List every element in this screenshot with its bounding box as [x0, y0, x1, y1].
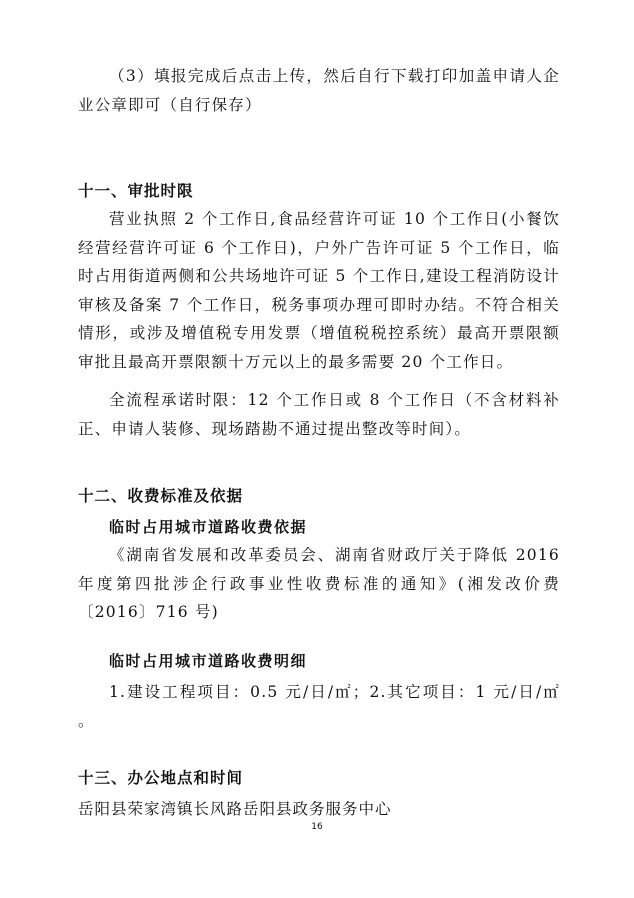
step-3-text: （3）填报完成后点击上传，然后自行下载打印加盖申请人企业公章即可（自行保存）: [78, 67, 560, 114]
fee-basis-text: 《湖南省发展和改革委员会、湖南省财政厅关于降低 2016 年度第四批涉企行政事业性收费标准的通知》(湘发改价费〔2016〕716 号): [78, 546, 560, 622]
fee-detail-heading: 临时占用城市道路收费明细: [109, 652, 308, 670]
section-13-heading: 十三、办公地点和时间: [78, 769, 244, 787]
section-11-paragraph-2: 全流程承诺时限：12 个工作日或 8 个工作日（不含材料补正、申请人装修、现场踏勘不通过提出整改等时间）。: [78, 391, 560, 438]
fee-basis-heading: 临时占用城市道路收费依据: [109, 518, 308, 536]
section-11-heading: 十一、审批时限: [78, 182, 194, 200]
fee-detail-text: 1.建设工程项目：0.5 元/日/㎡；2.其它项目：1 元/日/㎡ 。: [78, 683, 560, 730]
section-12-heading: 十二、收费标准及依据: [78, 487, 244, 505]
page-number: 16: [311, 822, 323, 832]
office-address: 岳阳县荣家湾镇长风路岳阳县政务服务中心: [78, 800, 392, 818]
section-11-paragraph-1: 营业执照 2 个工作日,食品经营许可证 10 个工作日(小餐饮经营经营许可证 6 个工作日)，户外广告许可证 5 个工作日，临时占用街道两侧和公共场地许可证 5 个工作日,建设工程消防设计审核及备案 7 个工作日，税务事项办理可即时办结。不符合相关情形，或涉及增值税专用发票（增值税税控系统）最高开票限额审批且最高开票限额十万元以上的最多需要 20 个工作日。: [78, 210, 560, 371]
